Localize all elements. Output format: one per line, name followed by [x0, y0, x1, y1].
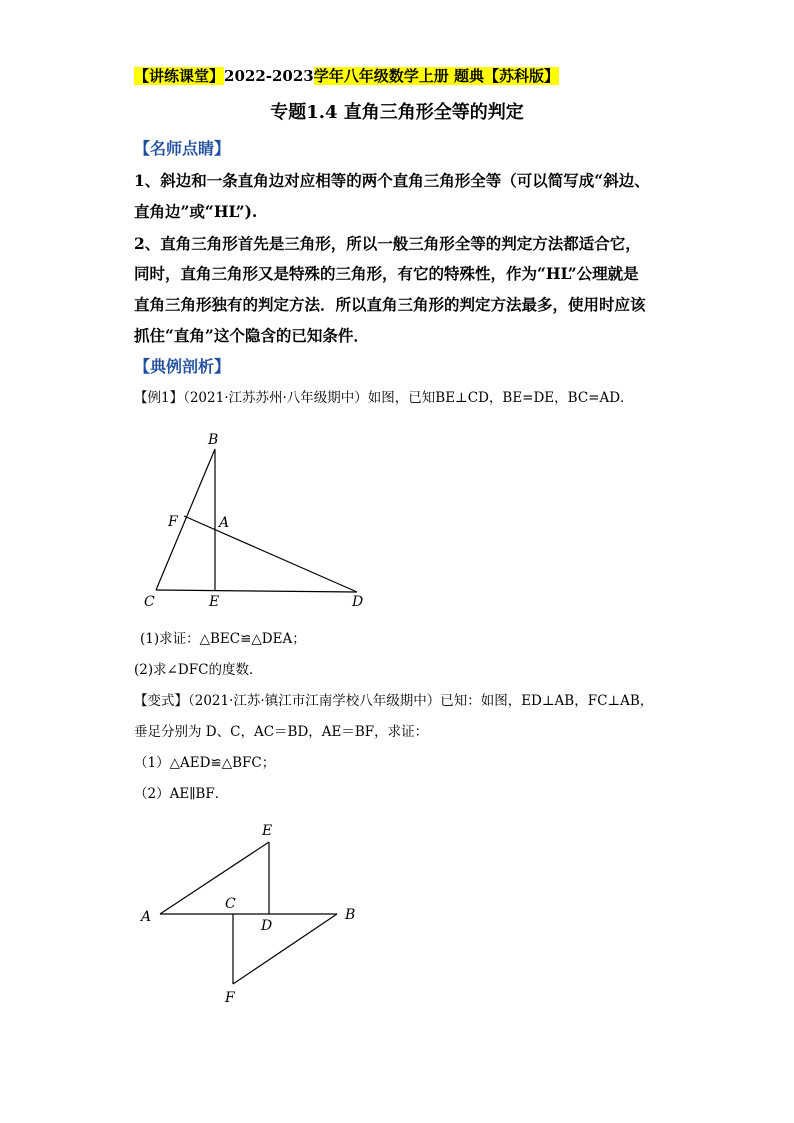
examples-heading: 【典例剖析】	[134, 357, 231, 376]
tip-line-5: 直角三角形独有的判定方法．所以直角三角形的判定方法最多，使用时应该	[134, 295, 646, 314]
segment-fb	[233, 914, 337, 984]
label-e: E	[209, 594, 220, 610]
segment-cd	[156, 590, 357, 592]
label-a: A	[141, 909, 152, 925]
tip-line-6: 抓住“直角”这个隐含的已知条件．	[134, 326, 369, 345]
variant-intro: 【变式】（2021·江苏·镇江市江南学校八年级期中）已知：如图，ED⊥AB，FC⊥AB，	[134, 693, 654, 709]
example1-question-2: (2)求∠DFC的度数．	[134, 662, 263, 678]
variant-question-1: （1）△AED≌△BFC；	[134, 755, 276, 771]
example1-intro: 【例1】（2021·江苏苏州·八年级期中）如图，已知BE⊥CD，BE=DE，BC=AD．	[134, 390, 634, 406]
segment-fd	[184, 516, 357, 592]
header-course: 学年八年级数学上册 题典	[313, 67, 484, 85]
tips-heading: 【名师点睛】	[134, 139, 231, 158]
header-year: 2022-2023	[224, 67, 314, 85]
header-series: 【讲练课堂】	[134, 67, 225, 85]
label-f: F	[225, 990, 235, 1006]
figure-1	[130, 420, 390, 620]
label-b: B	[345, 907, 356, 923]
label-b: B	[208, 432, 219, 448]
variant-question-2: （2）AE∥BF．	[134, 786, 229, 802]
label-f: F	[168, 514, 178, 530]
example1-question-1: (1)求证：△BEC≌△DEA；	[140, 631, 306, 647]
label-d: D	[261, 918, 273, 934]
page-title: 专题1.4 直角三角形全等的判定	[270, 102, 524, 123]
figure-2	[130, 815, 370, 1015]
variant-line-2: 垂足分别为 D、C，AC＝BD，AE＝BF，求证：	[134, 724, 429, 740]
segment-bc	[156, 449, 215, 590]
header-banner	[134, 66, 559, 86]
label-e: E	[262, 823, 273, 839]
label-c: C	[144, 594, 155, 610]
segment-ae	[160, 842, 269, 914]
tip-line-1: 1、斜边和一条直角边对应相等的两个直角三角形全等（可以简写成“斜边、	[134, 171, 650, 190]
label-d: D	[352, 594, 364, 610]
label-a: A	[219, 515, 230, 531]
tip-line-3: 2、直角三角形首先是三角形，所以一般三角形全等的判定方法都适合它，	[134, 234, 641, 253]
tip-line-2: 直角边”或“HL”).	[134, 202, 258, 221]
header-edition: 【苏科版】	[483, 67, 559, 85]
tip-line-4: 同时，直角三角形又是特殊的三角形，有它的特殊性，作为“HL”公理就是	[134, 264, 639, 283]
label-c: C	[225, 896, 236, 912]
